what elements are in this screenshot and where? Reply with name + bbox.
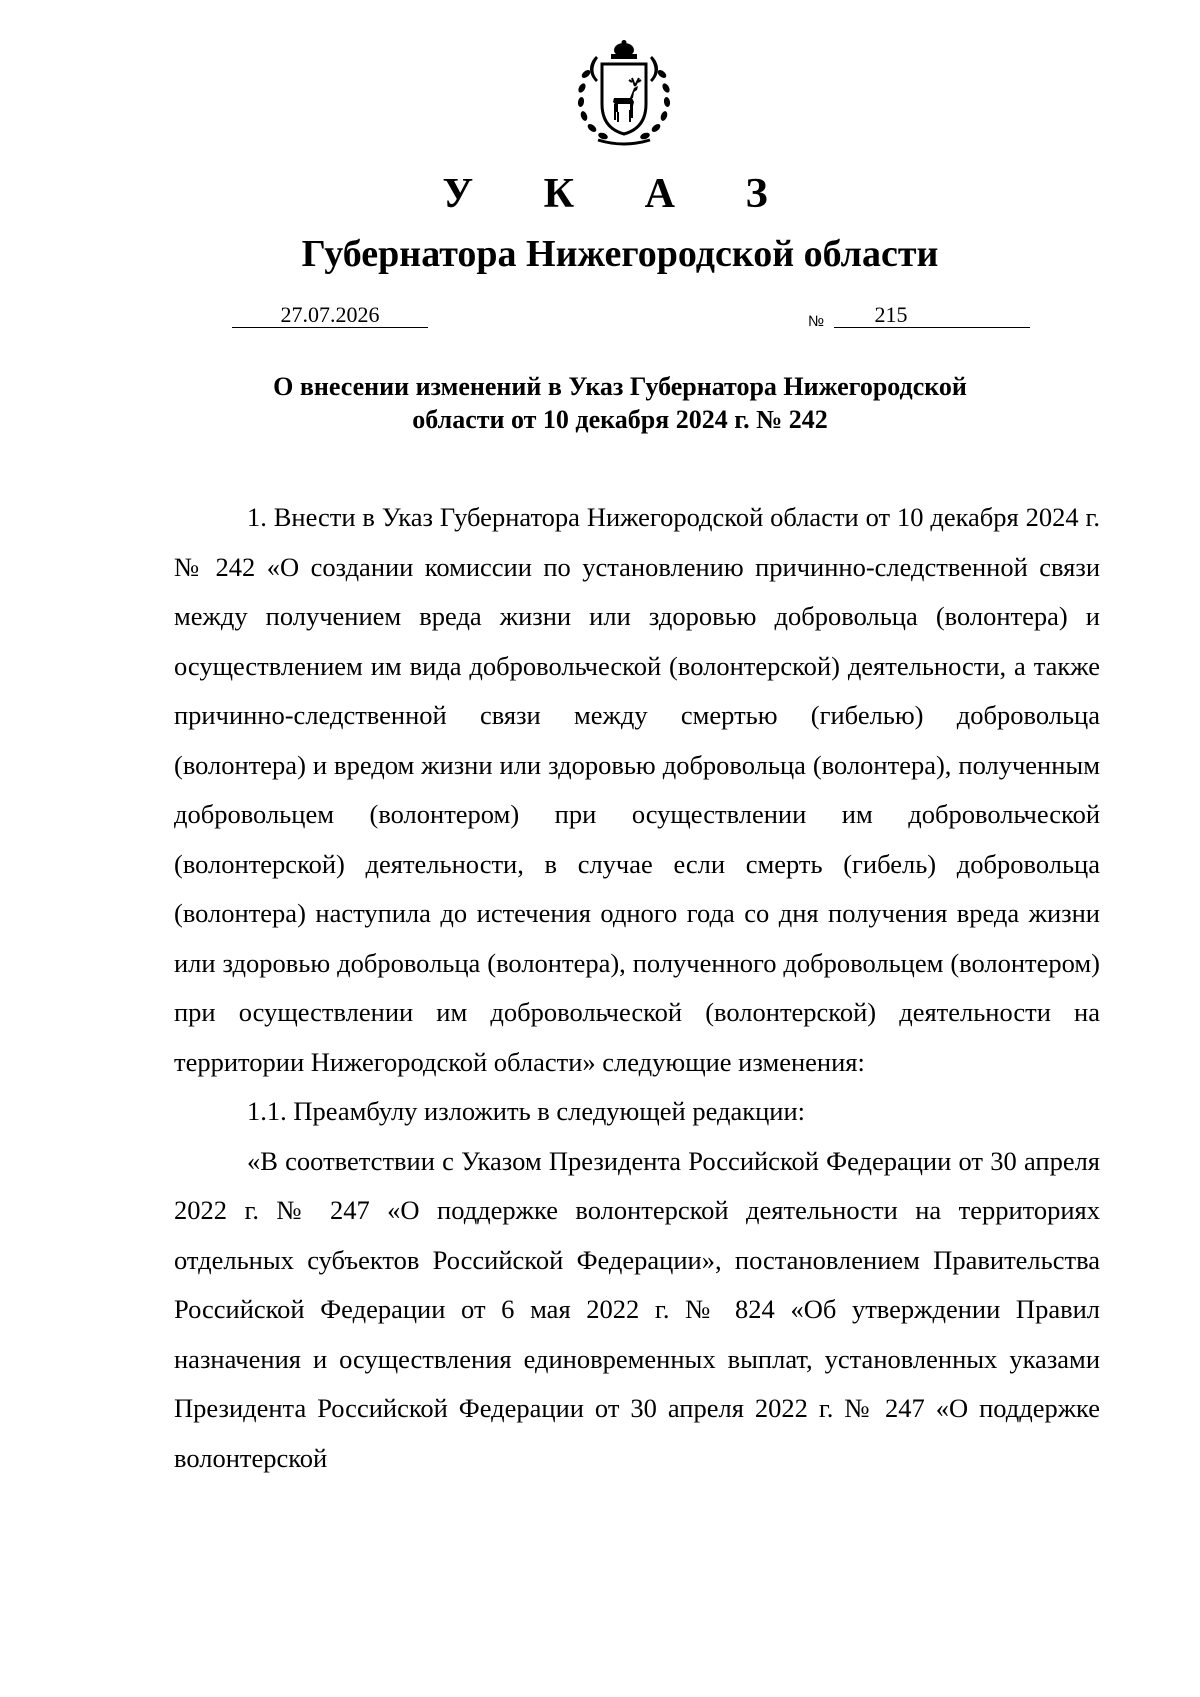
coat-of-arms-icon xyxy=(568,40,680,146)
number-underline xyxy=(834,326,1030,328)
date-underline xyxy=(232,326,428,328)
subject-line-1: О внесении изменений в Указ Губернатора Нижегородской xyxy=(273,372,967,401)
document-date: 27.07.2026 xyxy=(280,302,380,327)
body-paragraph-3: «В соответствии с Указом Президента Российской Федерации от 30 апреля 2022 г. № 247 «О поддержке волонтерской деятельности на территориях отдельных субъектов Российской Федерации», постановлением Правительства Российской Федерации от 6 мая 2022 г. № 824 «Об утверждении Правил назначения и осуществления единовременных выплат, установленных указами Президента Российской Федерации от 30 апреля 2022 г. № 247 «О поддержке волонтерской xyxy=(174,1145,1100,1473)
document-number: 215 xyxy=(874,302,908,327)
subject-line-2: области от 10 декабря 2024 г. № 242 xyxy=(412,405,828,434)
document-subject xyxy=(230,370,1010,436)
issuing-authority: Губернатора Нижегородской области xyxy=(301,233,939,275)
number-sign: № xyxy=(808,313,825,330)
document-title: У К А З xyxy=(442,171,798,217)
body-paragraph-2: 1.1. Преамбулу изложить в следующей редакции: xyxy=(247,1096,806,1126)
document-body xyxy=(174,493,1100,1483)
body-paragraph-1: 1. Внести в Указ Губернатора Нижегородской области от 10 декабря 2024 г. № 242 «О создании комиссии по установлению причинно-следственной связи между получением вреда жизни или здоровью добровольца (волонтера) и осуществлением им вида добровольческой (волонтерской) деятельности, а также причинно-следственной связи между смертью (гибелью) добровольца (волонтера) и вредом жизни или здоровью добровольца (волонтера), полученным добровольцем (волонтером) при осуществлении им добровольческой (волонтерской) деятельности, в случае если смерть (гибель) добровольца (волонтера) наступила до истечения одного года со дня получения вреда жизни или здоровью добровольца (волонтера), полученного добровольцем (волонтером) при осуществлении им добровольческой (волонтерской) деятельности на территории Нижегородской области» следующие изменения: xyxy=(174,502,1100,1077)
